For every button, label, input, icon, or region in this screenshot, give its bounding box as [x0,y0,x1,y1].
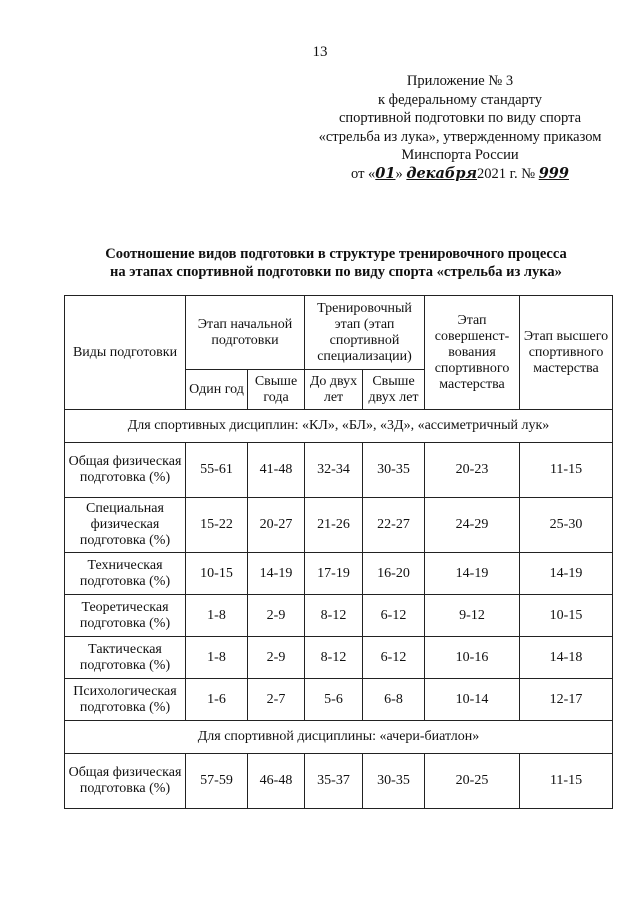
table-cell: 2-7 [248,679,305,721]
subheader-over-two-years: Свыше двух лет [363,370,425,410]
table-cell: 12-17 [520,679,613,721]
table-cell: 5-6 [305,679,363,721]
appendix-line: «стрельба из лука», утвержденному приказом [318,128,602,145]
table-cell: 2-9 [248,595,305,637]
table-cell: 8-12 [305,595,363,637]
table-cell: 1-6 [186,679,248,721]
table-cell: 10-15 [520,595,613,637]
appendix-line: Приложение № 3 [406,73,514,89]
header-training-stage: Тренировочный этап (этап спортивной специализации) [305,296,425,370]
table-cell: 41-48 [248,443,305,498]
order-date-line [300,165,620,184]
table-row [65,754,613,809]
table-cell: 17-19 [305,553,363,595]
table-cell: 21-26 [305,498,363,553]
table-row [65,595,613,637]
table-cell: 14-19 [425,553,520,595]
table-cell: 10-15 [186,553,248,595]
table-cell: 1-8 [186,595,248,637]
table-row [65,679,613,721]
table-cell: 8-12 [305,637,363,679]
date-year: 2021 г. № [477,165,536,182]
table-cell: 6-12 [363,595,425,637]
table-row [65,637,613,679]
date-mid: » [395,165,403,182]
table-row [65,498,613,553]
row-label: Психологическая подготовка (%) [65,679,186,721]
date-month-handwritten: декабря [406,164,478,182]
row-label: Общая физическая подготовка (%) [65,754,186,809]
table-cell: 57-59 [186,754,248,809]
date-day-handwritten: 01 [375,164,396,182]
table-cell: 9-12 [425,595,520,637]
row-label: Техническая подготовка (%) [65,553,186,595]
header-improvement-stage: Этап совершенст-вования спортивного мастерства [425,296,520,410]
table-cell: 11-15 [520,754,613,809]
title-line: Соотношение видов подготовки в структуре тренировочного процесса [105,246,567,262]
table-cell: 10-14 [425,679,520,721]
appendix-line: Минспорта России [401,147,519,163]
header-types: Виды подготовки [65,296,186,410]
table-cell: 24-29 [425,498,520,553]
table-cell: 16-20 [363,553,425,595]
section-header: Для спортивных дисциплин: «КЛ», «БЛ», «3Д», «ассиметричный лук» [65,410,613,443]
table-cell: 30-35 [363,443,425,498]
table-cell: 25-30 [520,498,613,553]
appendix-line: к федеральному стандарту [378,91,542,108]
subheader-up-to-two-years: До двух лет [305,370,363,410]
page-number: 13 [312,44,328,60]
appendix-block [300,72,620,183]
subheader-one-year: Один год [186,370,248,410]
table-cell: 6-8 [363,679,425,721]
section-header: Для спортивной дисциплины: «ачери-биатлон» [65,721,613,754]
table-cell: 2-9 [248,637,305,679]
table-cell: 20-27 [248,498,305,553]
subheader-over-year: Свыше года [248,370,305,410]
table-cell: 35-37 [305,754,363,809]
header-higher-stage: Этап высшего спортивного мастерства [520,296,613,410]
title-line: на этапах спортивной подготовки по виду спорта «стрельба из лука» [110,264,562,280]
table-row [65,443,613,498]
table-cell: 22-27 [363,498,425,553]
document-title [60,245,612,281]
table-cell: 20-25 [425,754,520,809]
table-row [65,553,613,595]
appendix-line: спортивной подготовки по виду спорта [338,110,582,126]
row-label: Специальная физическая подготовка (%) [65,498,186,553]
table-cell: 10-16 [425,637,520,679]
table-cell: 1-8 [186,637,248,679]
row-label: Общая физическая подготовка (%) [65,443,186,498]
table-cell: 14-19 [248,553,305,595]
table-cell: 11-15 [520,443,613,498]
table-cell: 30-35 [363,754,425,809]
table-cell: 14-18 [520,637,613,679]
table-cell: 14-19 [520,553,613,595]
row-label: Теоретическая подготовка (%) [65,595,186,637]
header-initial-stage: Этап начальной подготовки [186,296,305,370]
table-cell: 32-34 [305,443,363,498]
table-cell: 55-61 [186,443,248,498]
table-cell: 6-12 [363,637,425,679]
training-ratio-table [64,295,613,809]
order-number-handwritten: 999 [538,164,569,182]
date-prefix: от « [351,165,376,182]
table-cell: 46-48 [248,754,305,809]
table-cell: 15-22 [186,498,248,553]
table-cell: 20-23 [425,443,520,498]
row-label: Тактическая подготовка (%) [65,637,186,679]
